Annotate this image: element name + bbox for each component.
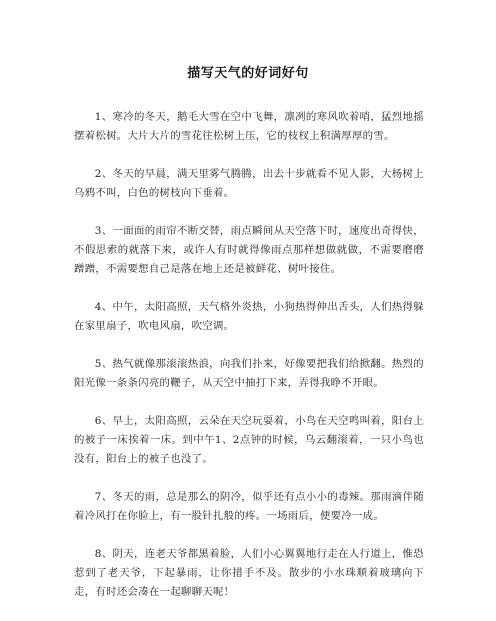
document-body xyxy=(74,108,424,621)
paragraph-2: 2、冬天的早晨，满天里雾气腾腾，出去十步就看不见人影，大杨树上乌鸦不叫，白色的树枝向下垂着。 xyxy=(74,168,424,199)
paragraph-7: 7、冬天的雨，总是那么的阴冷，似乎还有点小小的毒辣。那雨滴伴随着冷风打在你脸上，有一股针扎般的疼。一场雨后，便要冷一成。 xyxy=(74,491,424,522)
paragraph-4: 4、中午，太阳高照，天气格外炎热，小狗热得伸出舌头，人们热得躲在家里扇子，吹电风扇，吹空调。 xyxy=(74,301,424,332)
paragraph-6: 6、早上，太阳高照，云朵在天空玩耍着，小鸟在天空鸣叫着，阳台上的被子一床挨着一床。到中午1、2点钟的时候，乌云翻滚着，一只小鸟也没有，阳台上的被子也没了。 xyxy=(74,415,424,465)
document-title: 描写天气的好词好句 xyxy=(187,66,309,81)
paragraph-5: 5、热气就像那滚滚热浪，向我们扑来，好像要把我们给掀翻。热烈的阳光像一条条闪亮的鞭子，从天空中抽打下来，弄得我睁不开眼。 xyxy=(74,358,424,389)
paragraph-8: 8、阴天，连老天爷都黑着脸，人们小心翼翼地行走在人行道上，惟恐惹到了老天爷，下起暴雨，让你措手不及。散步的小水珠顺着玻璃向下走，有时还会凑在一起聊聊天呢！ xyxy=(74,548,424,598)
paragraph-3: 3、一面面的雨帘不断交替，雨点瞬间从天空落下时，速度出奇得快，不假思索的就落下来，或许人有时就得像雨点那样想做就做，不需要磨磨蹭蹭，不需要想自己是落在地上还是被鲜花、树叶接住。 xyxy=(74,225,424,275)
paragraph-1: 1、寒冷的冬天，鹅毛大雪在空中飞舞，凛冽的寒风吹着哨，猛烈地摇摆着松树。大片大片的雪花往松树上压，它的枝杈上积满厚厚的雪。 xyxy=(74,111,424,142)
